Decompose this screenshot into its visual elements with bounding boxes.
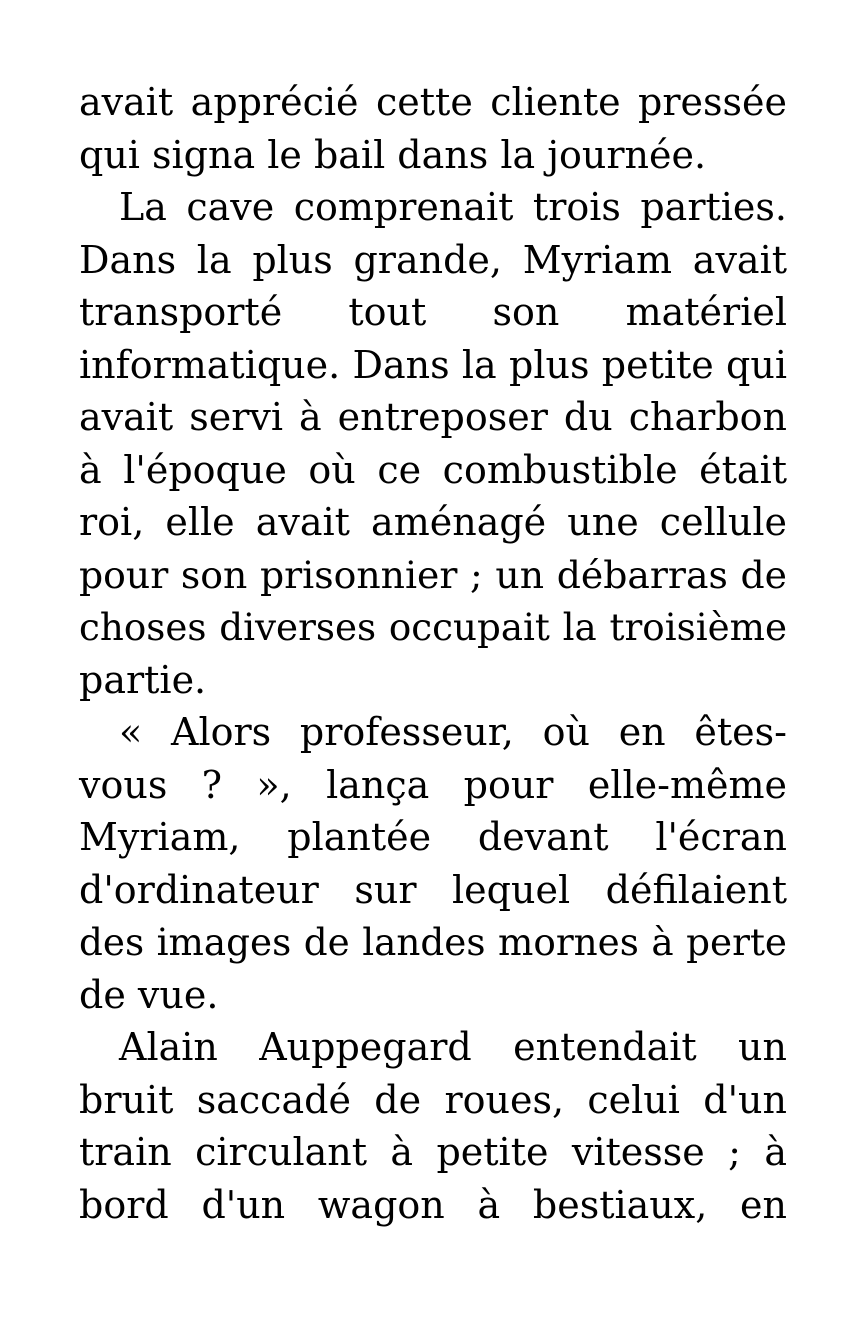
text-line: à l'époque où ce combustible était (79, 447, 787, 492)
paragraph-2 (79, 181, 787, 706)
text-line: train circulant à petite vitesse ; à (79, 1130, 787, 1174)
text-line: d'ordinateur sur lequel défilaient (79, 867, 787, 912)
text-line: transporté tout son matériel (79, 290, 787, 334)
text-line: avait apprécié cette cliente pressée (79, 80, 787, 124)
text-line: des images de landes mornes à perte (79, 920, 787, 964)
text-line: de vue. (79, 972, 219, 1017)
text-line: informatique. Dans la plus petite qui (79, 342, 787, 387)
text-line: Dans la plus grande, Myriam avait (79, 237, 787, 282)
text-line: « Alors professeur, où en êtes- (119, 710, 787, 754)
text-line: bruit saccadé de roues, celui d'un (79, 1077, 787, 1122)
text-line: La cave comprenait trois parties. (119, 185, 787, 229)
page-text (79, 76, 787, 1231)
paragraph-3 (79, 706, 787, 1021)
text-line: Myriam, plantée devant l'écran (79, 815, 787, 859)
text-line: qui signa le bail dans la journée. (79, 132, 707, 177)
text-line: partie. (79, 657, 207, 702)
text-line: bord d'un wagon à bestiaux, en (79, 1182, 787, 1227)
paragraph-4 (79, 1021, 787, 1231)
paragraph-1 (79, 76, 787, 181)
text-line: vous ? », lança pour elle-même (79, 762, 787, 807)
text-line: roi, elle avait aménagé une cellule (79, 500, 787, 544)
text-line: Alain Auppegard entendait un (119, 1025, 787, 1069)
text-line: avait servi à entreposer du charbon (79, 395, 787, 439)
text-line: choses diverses occupait la troisième (79, 605, 787, 649)
text-line: pour son prisonnier ; un débarras de (79, 552, 787, 597)
